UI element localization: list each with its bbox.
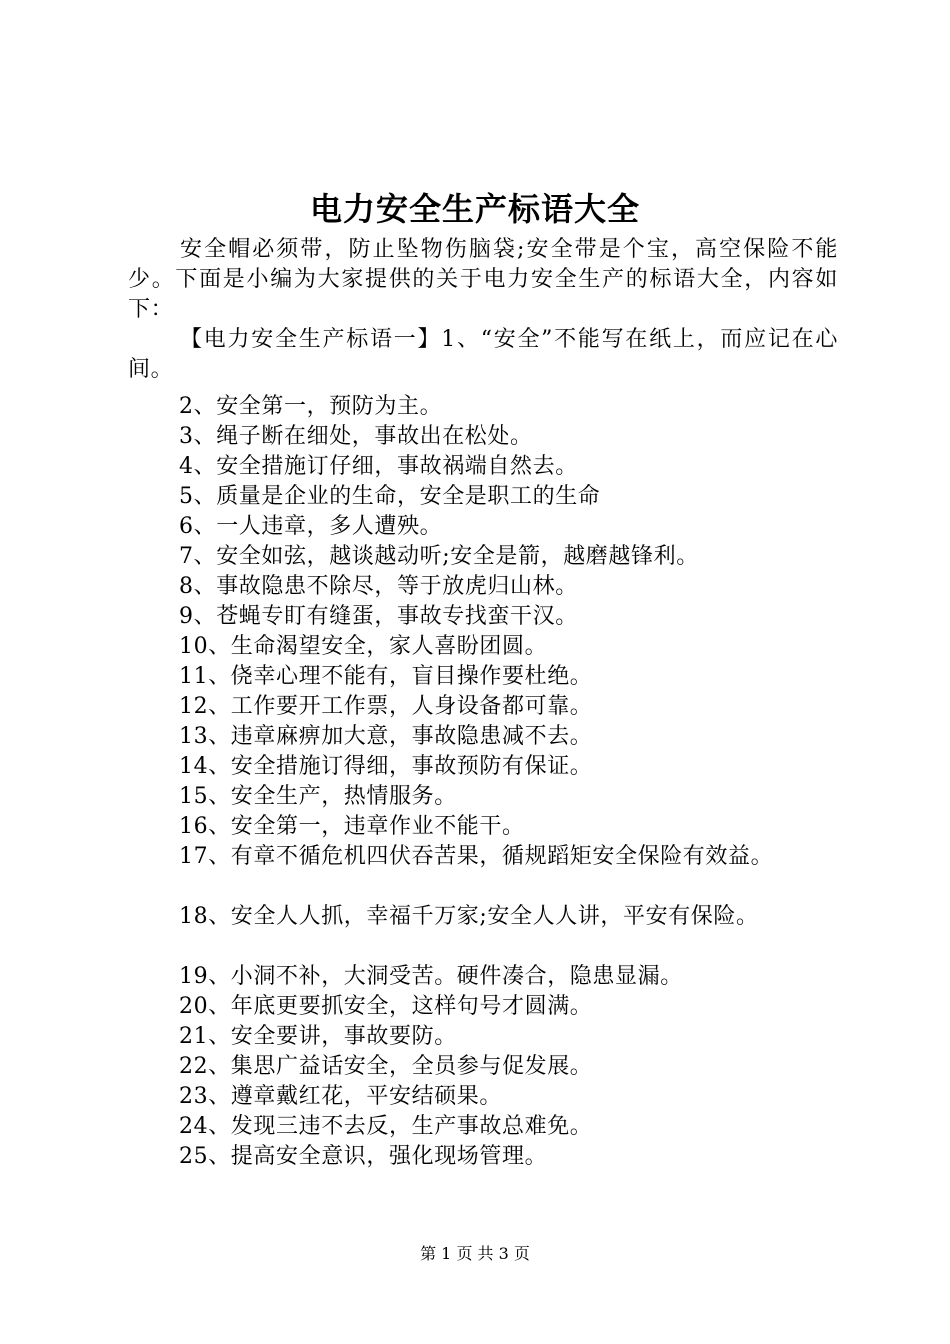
list-item: 2、安全第一，预防为主。 xyxy=(179,394,443,419)
intro-paragraph: 安全帽必须带，防止坠物伤脑袋;安全带是个宝，高空保险不能少。下面是小编为大家提供的关于电力安全生产的标语大全，内容如下： xyxy=(128,237,838,322)
document-title: 电力安全生产标语大全 xyxy=(309,190,640,228)
list-item: 24、发现三违不去反，生产事故总难免。 xyxy=(179,1114,593,1139)
blank-line xyxy=(179,932,869,962)
intro-block xyxy=(128,235,838,385)
list-item: 18、安全人人抓，幸福千万家;安全人人讲，平安有保险。 xyxy=(179,904,759,929)
list-item: 22、集思广益话安全，全员参与促发展。 xyxy=(179,1054,593,1079)
page-footer: 第 1 页 共 3 页 xyxy=(420,1244,530,1263)
list-item: 5、质量是企业的生命，安全是职工的生命 xyxy=(179,484,601,509)
list-item: 20、年底更要抓安全，这样句号才圆满。 xyxy=(179,994,593,1019)
list-item: 19、小洞不补，大洞受苦。硬件凑合，隐患显漏。 xyxy=(179,964,683,989)
list-item: 8、事故隐患不除尽，等于放虎归山林。 xyxy=(179,574,578,599)
list-item: 4、安全措施订仔细，事故祸端自然去。 xyxy=(179,454,578,479)
section-heading-paragraph: 【电力安全生产标语一】1、“安全”不能写在纸上，而应记在心间。 xyxy=(128,327,838,382)
list-item: 10、生命渴望安全，家人喜盼团圆。 xyxy=(179,634,548,659)
list-item: 7、安全如弦，越谈越动听;安全是箭，越磨越锋利。 xyxy=(179,544,699,569)
list-item: 15、安全生产，热情服务。 xyxy=(179,784,457,809)
list-item: 3、绳子断在细处，事故出在松处。 xyxy=(179,424,533,449)
slogan-list xyxy=(179,392,869,1172)
list-item: 11、侥幸心理不能有，盲目操作要杜绝。 xyxy=(179,664,593,689)
list-item: 25、提高安全意识，强化现场管理。 xyxy=(179,1144,548,1169)
blank-line xyxy=(179,872,869,902)
list-item: 16、安全第一，违章作业不能干。 xyxy=(179,814,525,839)
list-item: 14、安全措施订得细，事故预防有保证。 xyxy=(179,754,593,779)
list-item: 21、安全要讲，事故要防。 xyxy=(179,1024,457,1049)
list-item: 9、苍蝇专盯有缝蛋，事故专找蛮干汉。 xyxy=(179,604,578,629)
list-item: 13、违章麻痹加大意，事故隐患减不去。 xyxy=(179,724,593,749)
list-item: 23、遵章戴红花，平安结硕果。 xyxy=(179,1084,502,1109)
list-item: 12、工作要开工作票，人身设备都可靠。 xyxy=(179,694,593,719)
list-item: 6、一人违章，多人遭殃。 xyxy=(179,514,443,539)
list-item: 17、有章不循危机四伏吞苦果，循规蹈矩安全保险有效益。 xyxy=(179,844,774,869)
